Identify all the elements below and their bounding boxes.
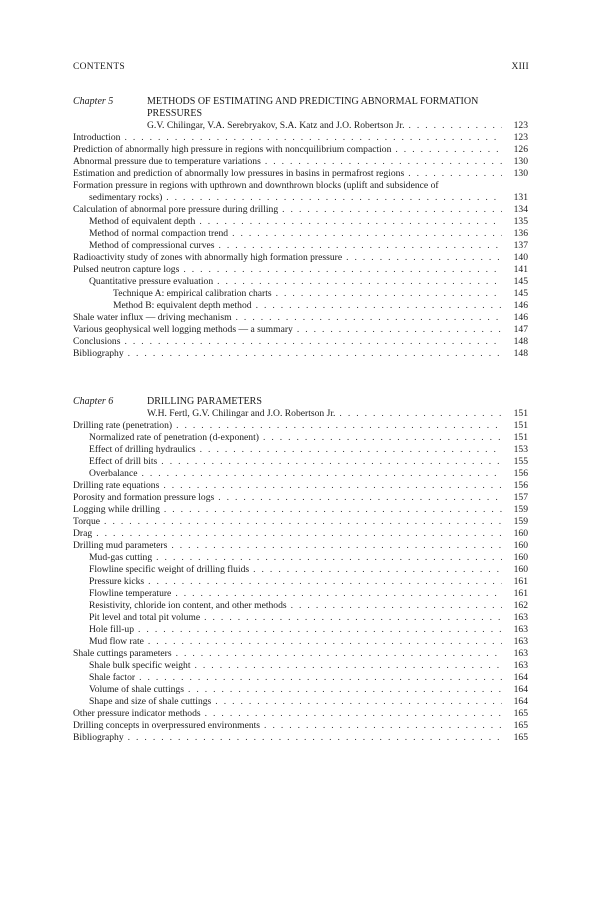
toc-entry [73,456,528,468]
toc-entry-text: Various geophysical well logging methods — a summary [73,324,293,335]
dot-leader [171,540,502,552]
toc-entry [73,420,528,432]
toc-entry [73,504,528,516]
dot-leader [264,720,502,732]
dot-leader [200,444,502,456]
toc-entry-text: Shape and size of shale cuttings [89,696,212,707]
toc-entry [73,240,528,252]
chapter-authors: G.V. Chilingar, V.A. Serebryakov, S.A. Katz and J.O. Robertson Jr. [147,120,405,131]
toc-entry [73,540,528,552]
toc-page: 163 [513,624,528,635]
toc-entry [73,204,528,216]
toc-entry [73,276,528,288]
dot-leader [176,420,502,432]
toc-page: 164 [513,696,528,707]
toc-entry [73,252,528,264]
toc-entry-text: Effect of drill bits [89,456,158,467]
chapter-label: Chapter 5 [73,96,114,107]
toc-page: 155 [513,456,528,467]
toc-entry-text: Flowline specific weight of drilling fluids [89,564,250,575]
toc-page: 130 [513,156,528,167]
toc-entry-text: Shale factor [89,672,136,683]
toc-page: 159 [513,516,528,527]
dot-leader [204,612,502,624]
toc-page: 163 [513,660,528,671]
toc-entry-text: Other pressure indicator methods [73,708,201,719]
toc-page: 157 [513,492,528,503]
toc-entry [73,708,528,720]
toc-page: 151 [513,408,528,419]
dot-leader [408,168,502,180]
toc-page: 146 [513,312,528,323]
toc-entry-text: Torque [73,516,101,527]
toc-entry [73,732,528,744]
toc-entry [73,600,528,612]
toc-page: 148 [513,336,528,347]
toc-entry [73,156,528,168]
dot-leader [408,120,502,132]
dot-leader [128,732,502,744]
chapter-title: DRILLING PARAMETERS [147,396,262,407]
toc-entry-text: Method of normal compaction trend [89,228,229,239]
page-number: XIII [511,62,529,72]
toc-entry [73,144,528,156]
dot-leader [395,144,502,156]
toc-entry-text: Abnormal pressure due to temperature variations [73,156,261,167]
toc-page: 147 [513,324,528,335]
toc-page: 159 [513,504,528,515]
dot-leader [232,228,502,240]
dot-leader [297,324,502,336]
toc-entry [73,180,528,204]
toc-page: 137 [513,240,528,251]
toc-entry-text: Drag [73,528,93,539]
toc-entry-text: Prediction of abnormally high pressure in regions with noncquilibrium compaction [73,144,392,155]
toc-entry-text: Formation pressure in regions with upthrown and downthrown blocks (uplift and subsidence of [73,180,439,191]
toc-entry [73,720,528,732]
toc-entry [73,168,528,180]
chapter-heading [73,396,528,408]
toc-page: 156 [513,468,528,479]
toc-entry-text: Method of compressional curves [89,240,215,251]
chapter-authors-row [73,408,528,420]
dot-leader [104,516,502,528]
toc-entry-text: Calculation of abnormal pore pressure during drilling [73,204,279,215]
dot-leader [339,408,502,420]
toc-entries [73,132,528,360]
toc-entry-text: Resistivity, chloride ion content, and other methods [89,600,287,611]
dot-leader [205,708,502,720]
chapter-6-section [73,396,528,744]
dot-leader [346,252,502,264]
toc-entry-text: Conclusions [73,336,121,347]
dot-leader [164,504,502,516]
chapter-authors-row [73,120,528,132]
dot-leader [124,132,502,144]
toc-page: 163 [513,636,528,647]
dot-leader [161,456,502,468]
toc-entry-text: Drilling concepts in overpressured environments [73,720,261,731]
toc-entry-text: Logging while drilling [73,504,160,515]
toc-page: 153 [513,444,528,455]
toc-entry-text: Shale cuttings parameters [73,648,172,659]
dot-leader [183,264,502,276]
dot-leader [148,636,502,648]
toc-entry-text: Technique A: empirical calibration charts [113,288,272,299]
toc-entry-text: Pit level and total pit volume [89,612,201,623]
dot-leader [139,672,502,684]
toc-entry [73,132,528,144]
toc-page: 160 [513,540,528,551]
toc-entry [73,468,528,480]
toc-page: 156 [513,480,528,491]
dot-leader [276,288,502,300]
toc-entry [73,300,528,312]
toc-page: 136 [513,228,528,239]
toc-page: 123 [513,132,528,143]
toc-entry [73,348,528,360]
toc-entry-text: Mud flow rate [89,636,144,647]
toc-entry-text: Drilling rate equations [73,480,160,491]
dot-leader [138,624,502,636]
toc-entry-text: Drilling rate (penetration) [73,420,173,431]
dot-leader [96,528,502,540]
toc-entry-text: Hole fill-up [89,624,135,635]
toc-page: 161 [513,588,528,599]
toc-entry-text: Method of equivalent depth [89,216,196,227]
dot-leader [291,600,502,612]
toc-page: 126 [513,144,528,155]
toc-entry-text: Mud-gas cutting [89,552,153,563]
running-header [73,62,529,76]
dot-leader [176,648,502,660]
toc-entry [73,672,528,684]
dot-leader [141,468,502,480]
toc-entry [73,264,528,276]
toc-page: 135 [513,216,528,227]
toc-entry-text: Method B: equivalent depth method [113,300,252,311]
toc-entry-text: Introduction [73,132,121,143]
toc-page: 161 [513,576,528,587]
toc-entry [73,588,528,600]
toc-entry-text: Porosity and formation pressure logs [73,492,215,503]
toc-entry-text: Shale water influx — driving mechanism [73,312,232,323]
toc-entry [73,492,528,504]
toc-page: 160 [513,552,528,563]
toc-entry [73,432,528,444]
running-header-title: CONTENTS [73,62,126,72]
toc-entry-text: Bibliography [73,732,124,743]
toc-entry-text: Effect of drilling hydraulics [89,444,196,455]
toc-entry-text: Normalized rate of penetration (d-exponent) [89,432,259,443]
toc-page: 145 [513,276,528,287]
toc-entry [73,564,528,576]
toc-entry [73,528,528,540]
dot-leader [124,336,502,348]
dot-leader [215,696,502,708]
dot-leader [256,300,502,312]
toc-page: 123 [513,120,528,131]
toc-entry [73,336,528,348]
toc-entry [73,576,528,588]
toc-entries [73,420,528,744]
dot-leader [219,240,503,252]
chapter-heading [73,96,528,120]
toc-entry [73,324,528,336]
toc-entry-text: Pulsed neutron capture logs [73,264,180,275]
toc-entry-text: Estimation and prediction of abnormally low pressures in basins in permafrost regions [73,168,405,179]
toc-entry-text: Overbalance [89,468,138,479]
toc-page: 162 [513,600,528,611]
toc-page: 141 [513,264,528,275]
toc-page: 163 [513,612,528,623]
dot-leader [236,312,502,324]
toc-page: 160 [513,564,528,575]
dot-leader [148,576,502,588]
toc-entry [73,696,528,708]
toc-page: 145 [513,288,528,299]
toc-page: 164 [513,684,528,695]
dot-leader [128,348,502,360]
toc-page: 151 [513,432,528,443]
dot-leader [156,552,502,564]
chapter-authors: W.H. Fertl, G.V. Chilingar and J.O. Robertson Jr. [147,408,336,419]
toc-page: 165 [513,720,528,731]
toc-entry [73,648,528,660]
toc-entry [73,624,528,636]
toc-page: 163 [513,648,528,659]
toc-page: 160 [513,528,528,539]
toc-page: 148 [513,348,528,359]
toc-page: 130 [513,168,528,179]
toc-entry-text: Shale bulk specific weight [89,660,191,671]
dot-leader [166,192,502,204]
dot-leader [263,432,502,444]
toc-entry-text: Pressure kicks [89,576,145,587]
toc-entry [73,288,528,300]
toc-entry [73,444,528,456]
toc-entry [73,636,528,648]
dot-leader [265,156,502,168]
toc-page: 140 [513,252,528,263]
toc-entry [73,312,528,324]
toc-page: 146 [513,300,528,311]
toc-entry-text-continued: sedimentary rocks) [89,192,163,203]
dot-leader [188,684,502,696]
toc-page: 131 [513,192,528,203]
dot-leader [195,660,502,672]
dot-leader [253,564,502,576]
toc-entry [73,216,528,228]
toc-page: 164 [513,672,528,683]
toc-entry-text: Volume of shale cuttings [89,684,184,695]
toc-entry-text: Flowline temperature [89,588,172,599]
dot-leader [217,276,502,288]
toc-page: 165 [513,708,528,719]
toc-entry [73,552,528,564]
toc-entry [73,480,528,492]
toc-entry-text: Bibliography [73,348,124,359]
dot-leader [199,216,502,228]
toc-page: 134 [513,204,528,215]
toc-entry [73,612,528,624]
toc-entry-text: Radioactivity study of zones with abnormally high formation pressure [73,252,343,263]
toc-entry [73,516,528,528]
toc-entry [73,660,528,672]
toc-entry-text: Quantitative pressure evaluation [89,276,214,287]
toc-entry [73,684,528,696]
toc-entry-text: Drilling mud parameters [73,540,168,551]
dot-leader [163,480,502,492]
dot-leader [175,588,502,600]
dot-leader [282,204,502,216]
chapter-title: METHODS OF ESTIMATING AND PREDICTING ABNORMAL FORMATION PRESSURES [147,96,479,119]
toc-entry [73,228,528,240]
toc-page: 165 [513,732,528,743]
toc-page: 151 [513,420,528,431]
dot-leader [218,492,502,504]
chapter-5-section [73,96,528,360]
chapter-label: Chapter 6 [73,396,114,407]
